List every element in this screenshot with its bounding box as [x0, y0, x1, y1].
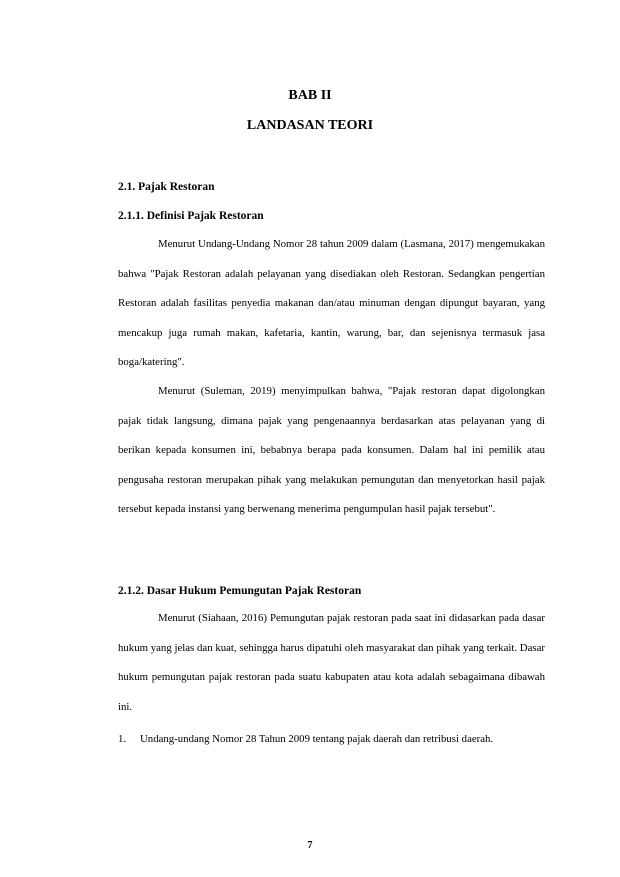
chapter-title: LANDASAN TEORI — [246, 118, 374, 133]
list-item-text: Undang-undang Nomor 28 Tahun 2009 tentang pajak daerah dan retribusi daerah. — [140, 733, 494, 745]
section-heading-2-1-1: 2.1.1. Definisi Pajak Restoran — [118, 210, 264, 222]
paragraph-dasar-hukum: Menurut (Siahaan, 2016) Pemungutan pajak restoran pada saat ini didasarkan pada dasar hukum yang jelas dan kuat, sehingga harus dipatuhi oleh masyarakat dan pihak yang terkait. Dasar hukum pemungutan pajak restoran pada suatu kabupaten atau kota adalah sebagaimana dibawah ini. — [118, 612, 545, 713]
page-number: 7 — [307, 840, 313, 851]
section-heading-2-1-2: 2.1.2. Dasar Hukum Pemungutan Pajak Restoran — [118, 585, 362, 597]
paragraph-definisi-2: Menurut (Suleman, 2019) menyimpulkan bahwa, "Pajak restoran dapat digolongkan pajak tidak langsung, dimana pajak yang pengenaannya berdasarkan atas pelayanan yang di berikan kepada konsumen ini, bebabnya berapa pada konsumen. Dalam hal ini pemilik atau pengusaha restoran merupakan pihak yang melakukan pemungutan dan menyetorkan hasil pajak tersebut kepada instansi yang berwenang menerima pengumpulan hasil pajak tersebut". — [118, 385, 545, 515]
paragraph-definisi-1: Menurut Undang-Undang Nomor 28 tahun 2009 dalam (Lasmana, 2017) mengemukakan bahwa "Pajak Restoran adalah pelayanan yang disediakan oleh Restoran. Sedangkan pengertian Restoran adalah fasilitas penyedia makanan dan/atau minuman dengan dipungut bayaran, yang mencakup juga rumah makan, kafetaria, kantin, warung, bar, dan sejenisnya termasuk jasa boga/katering". — [118, 238, 545, 368]
list-item-number: 1. — [118, 733, 127, 745]
chapter-number: BAB II — [288, 88, 332, 103]
section-heading-2-1: 2.1. Pajak Restoran — [118, 181, 215, 193]
list-item — [118, 731, 545, 747]
